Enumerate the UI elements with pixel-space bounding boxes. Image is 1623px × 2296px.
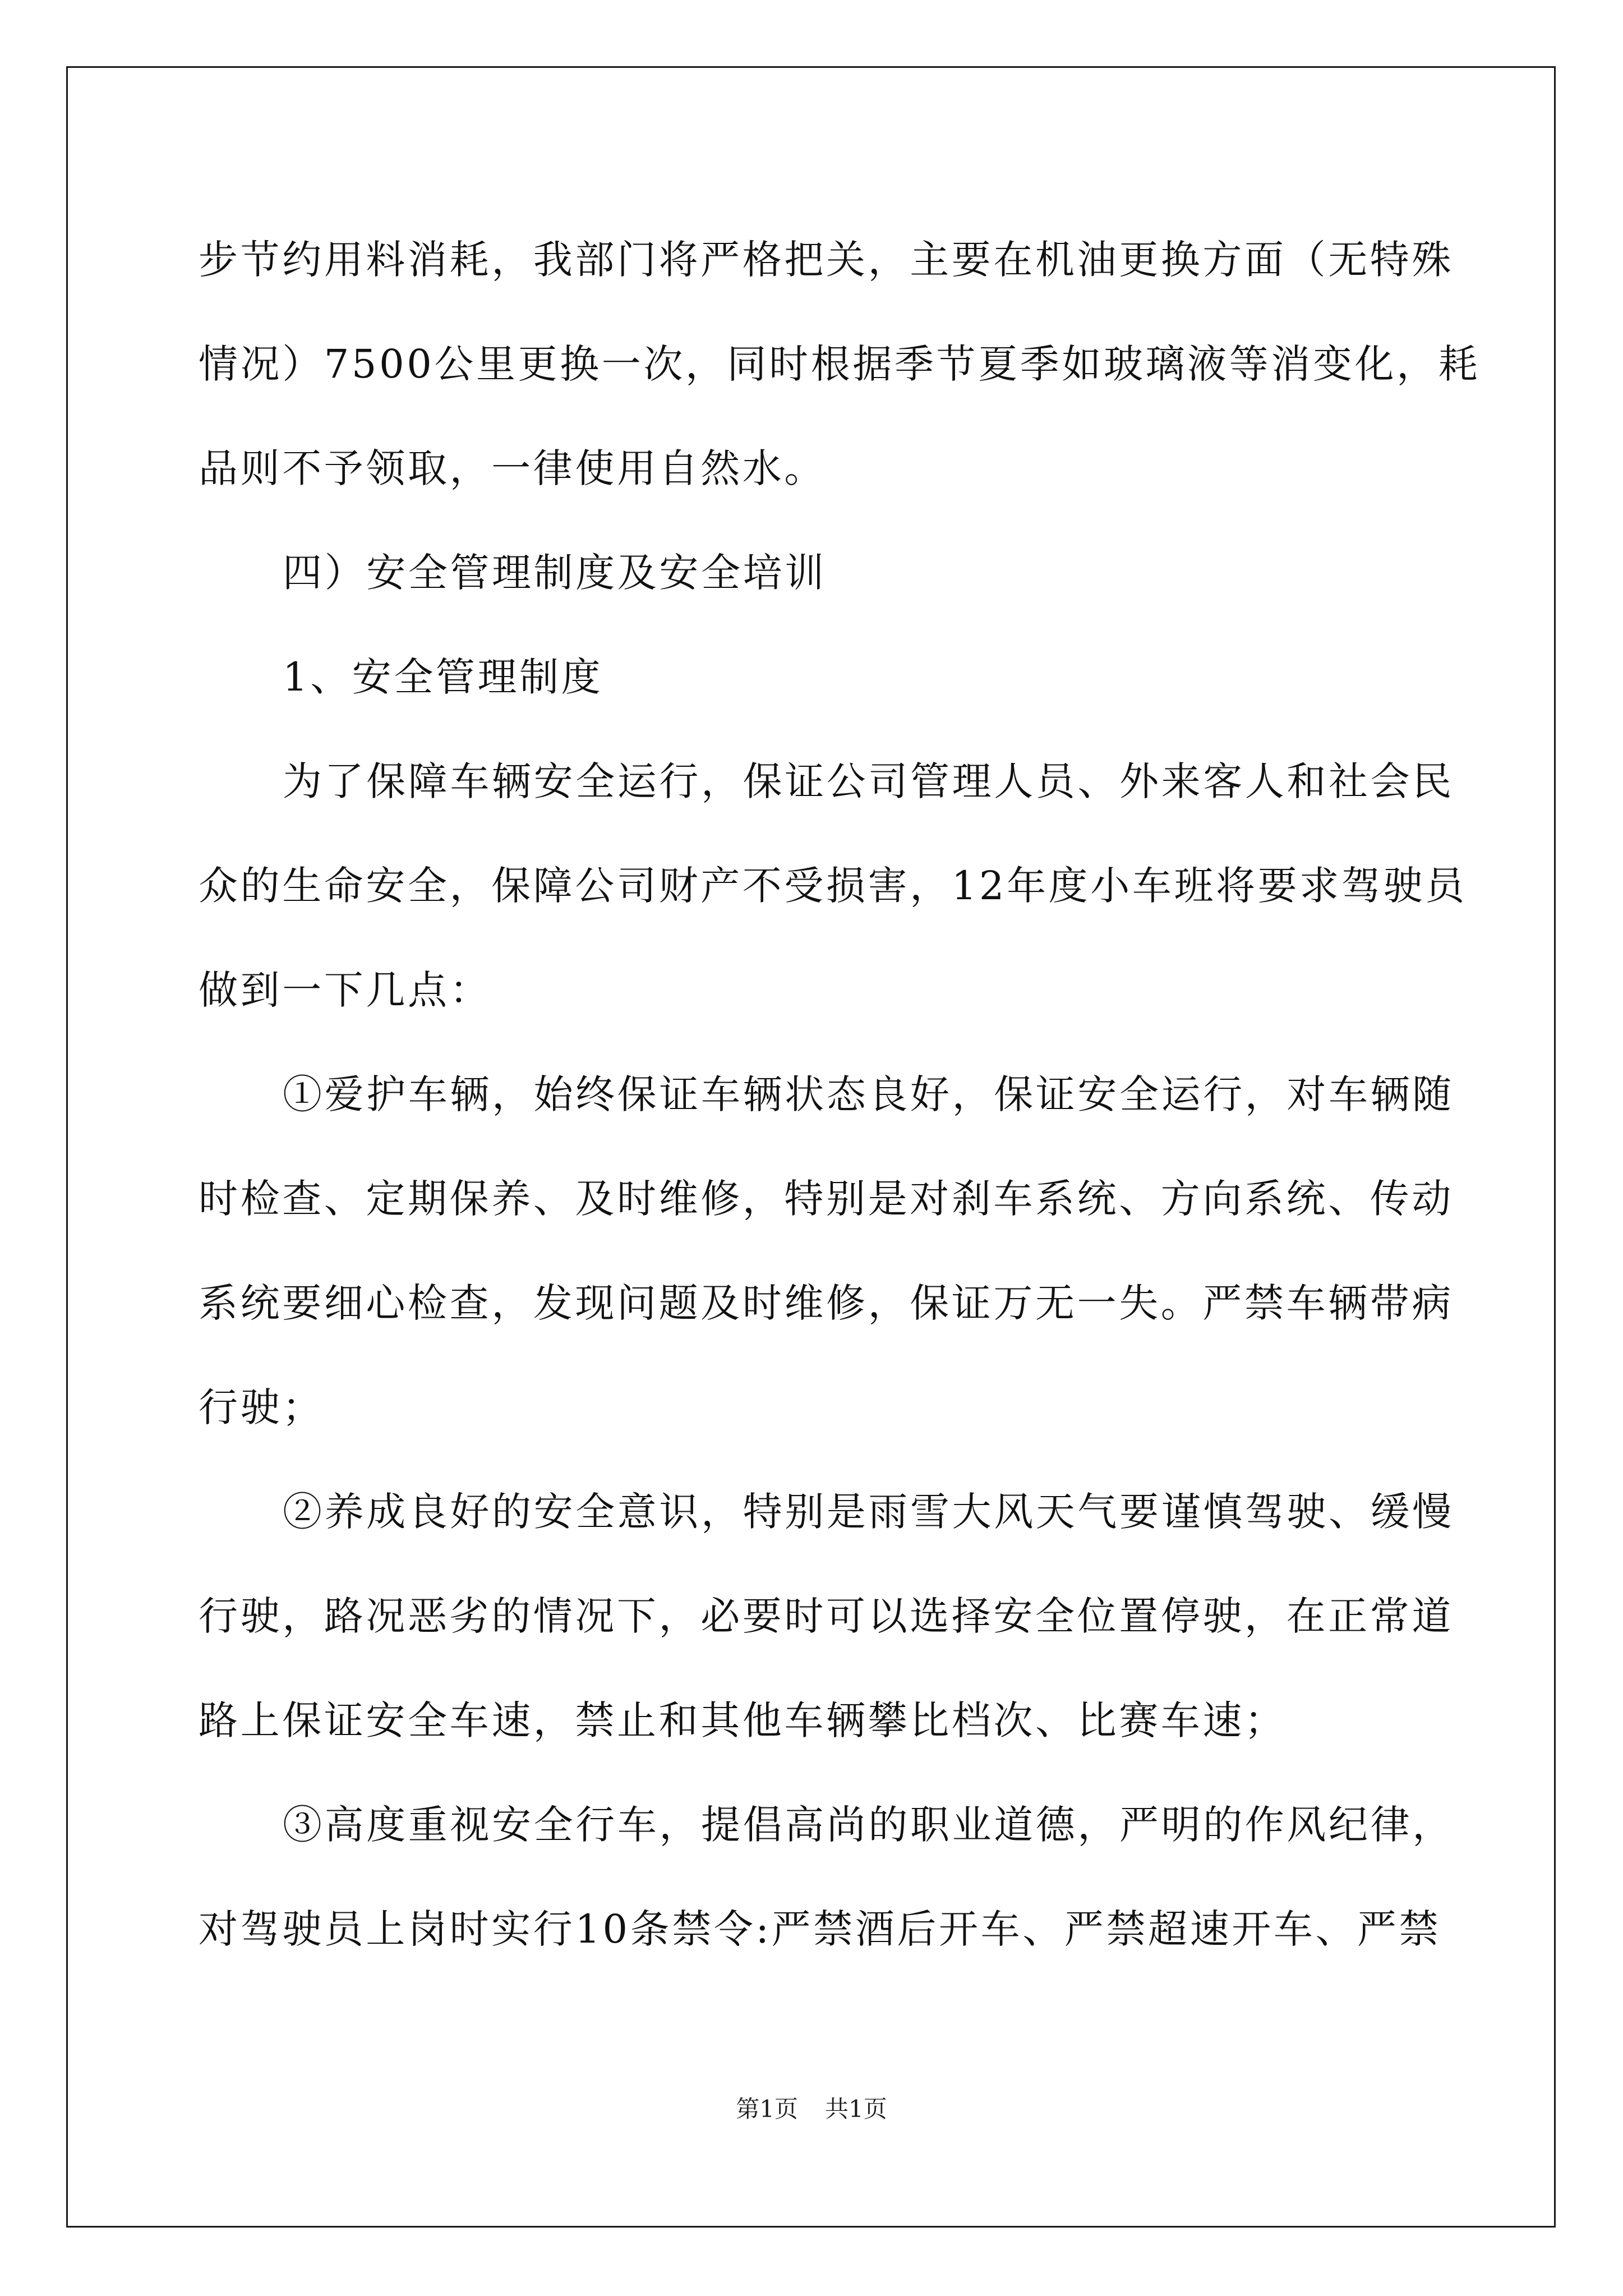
text-line: 行驶； — [199, 1384, 324, 1430]
text-line: 路上保证安全车速，禁止和其他车辆攀比档次、比赛车速； — [199, 1697, 1287, 1743]
text-line: 为了保障车辆安全运行，保证公司管理人员、外来客人和社会民 — [283, 758, 1454, 804]
subsection-heading: 1、安全管理制度 — [283, 654, 603, 700]
page-number: 第1页 — [736, 2095, 798, 2123]
text-line: ①爱护车辆，始终保证车辆状态良好，保证安全运行，对车辆随 — [283, 1071, 1454, 1117]
text-line: 品则不予领取，一律使用自然水。 — [199, 445, 826, 491]
page-footer — [0, 2093, 1623, 2125]
document-body — [199, 208, 1481, 1981]
text-line: 情况）7500公里更换一次，同时根据季节夏季如玻璃液等消变化，耗 — [199, 341, 1481, 387]
text-line: 对驾驶员上岗时实行10条禁令:严禁酒后开车、严禁超速开车、严禁 — [199, 1906, 1441, 1952]
page-total: 共1页 — [825, 2095, 887, 2123]
text-line: 时检查、定期保养、及时维修，特别是对刹车系统、方向系统、传动 — [199, 1176, 1454, 1222]
text-line: 系统要细心检查，发现问题及时维修，保证万无一失。严禁车辆带病 — [199, 1280, 1454, 1326]
text-line: ②养成良好的安全意识，特别是雨雪大风天气要谨慎驾驶、缓慢 — [283, 1489, 1454, 1535]
text-line: 众的生命安全，保障公司财产不受损害，12年度小车班将要求驾驶员 — [199, 863, 1467, 909]
text-line: 行驶，路况恶劣的情况下，必要时可以选择安全位置停驶，在正常道 — [199, 1593, 1454, 1639]
section-heading: 四）安全管理制度及安全培训 — [283, 550, 827, 596]
text-line: ③高度重视安全行车，提倡高尚的职业道德，严明的作风纪律， — [283, 1802, 1454, 1848]
text-line: 做到一下几点： — [199, 967, 492, 1013]
text-line: 步节约用料消耗，我部门将严格把关，主要在机油更换方面（无特殊 — [199, 237, 1454, 283]
